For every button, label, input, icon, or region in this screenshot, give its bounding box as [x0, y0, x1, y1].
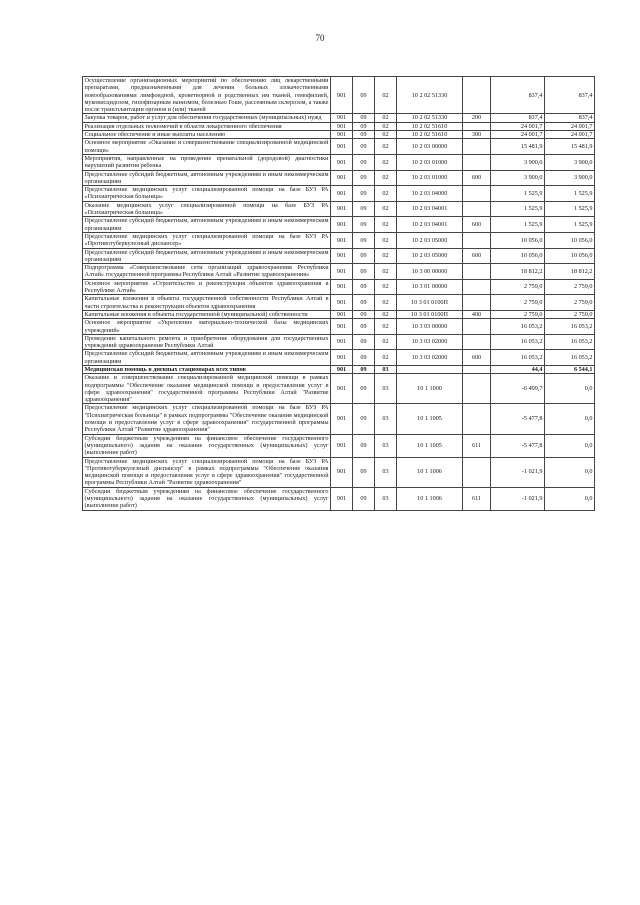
row-gr: 901 — [331, 404, 353, 434]
row-name: Основное мероприятие «Строительство и реконструкция объектов здравоохранения в Республике Алтай» — [84, 279, 329, 295]
row-gr: 901 — [331, 217, 353, 233]
table-row — [83, 77, 595, 114]
row-gr: 901 — [331, 434, 353, 457]
row-sum-2: 837,4 — [545, 114, 595, 122]
row-vr — [463, 154, 491, 170]
row-name: Оказание медицинских услуг специализированной помощи на базе БУЗ РА «Психиатрическая больница» — [84, 201, 329, 217]
row-vr — [463, 201, 491, 217]
row-rz: 09 — [353, 310, 375, 318]
table-row — [83, 295, 595, 311]
table-row — [83, 310, 595, 318]
row-cs: 10 1 1005 — [397, 404, 463, 434]
row-rz: 09 — [353, 334, 375, 350]
row-gr: 901 — [331, 114, 353, 122]
row-cs — [397, 365, 463, 373]
table-row — [83, 264, 595, 280]
row-vr — [463, 319, 491, 335]
row-rz: 09 — [353, 279, 375, 295]
row-sum-1: 18 812,2 — [491, 264, 545, 280]
row-vr: 600 — [463, 248, 491, 264]
row-sum-1: 16 053,2 — [491, 334, 545, 350]
row-rz: 09 — [353, 139, 375, 155]
row-gr: 901 — [331, 154, 353, 170]
row-gr: 901 — [331, 122, 353, 130]
row-name: Предоставление субсидий бюджетным, автономным учреждениям и иным некоммерческим организациям — [84, 248, 329, 263]
row-pr: 02 — [375, 279, 397, 295]
row-sum-1: -1 021,9 — [491, 457, 545, 487]
row-cs: 10 2 03 01000 — [397, 154, 463, 170]
row-cs: 10 3 01 00000 — [397, 279, 463, 295]
row-vr — [463, 295, 491, 311]
row-rz: 09 — [353, 295, 375, 311]
row-sum-1: 1 525,9 — [491, 186, 545, 202]
row-cs: 10 2 02 51330 — [397, 77, 463, 114]
row-vr — [463, 232, 491, 248]
row-cs: 10 1 1006 — [397, 487, 463, 510]
row-rz: 09 — [353, 248, 375, 264]
row-vr — [463, 186, 491, 202]
row-sum-1: 10 056,0 — [491, 248, 545, 264]
row-name: Реализация отдельных полномочий в области лекарственного обеспечения — [83, 122, 331, 130]
row-sum-1: -1 021,9 — [491, 487, 545, 510]
table-row — [83, 131, 595, 139]
row-rz: 09 — [353, 365, 375, 373]
row-gr: 901 — [331, 139, 353, 155]
row-vr — [463, 374, 491, 404]
row-gr: 901 — [331, 170, 353, 186]
row-vr — [463, 77, 491, 114]
row-vr — [463, 279, 491, 295]
row-name: Оказание и совершенствование специализированной медицинской помощи в рамках подпрограммы "Обеспечение оказания медицинской помощи и предоставления услуг в сфере здравоохранения" государственной программы Республики Алтай "Развитие здравоохранения" — [84, 374, 329, 404]
row-sum-2: 0,0 — [545, 374, 595, 404]
row-pr: 02 — [375, 201, 397, 217]
row-sum-1: 1 525,9 — [491, 217, 545, 233]
row-sum-1: 16 053,2 — [491, 319, 545, 335]
row-gr: 901 — [331, 487, 353, 510]
table-row — [83, 365, 595, 373]
row-pr: 03 — [375, 374, 397, 404]
row-rz: 09 — [353, 170, 375, 186]
row-vr — [463, 365, 491, 373]
row-vr — [463, 334, 491, 350]
row-gr: 901 — [331, 310, 353, 318]
row-gr: 901 — [331, 248, 353, 264]
row-vr: 600 — [463, 350, 491, 366]
row-name: Подпрограмма «Совершенствование сети организаций здравоохранения Республики Алтай» государственной программы Республики Алтай «Развитие здравоохранения» — [84, 264, 329, 279]
row-cs: 10 3 01 0100П — [397, 310, 463, 318]
row-name: Субсидии бюджетным учреждениям на финансовое обеспечение государственного (муниципального) задания на оказание государственных (муниципальных) услуг (выполнение работ) — [84, 487, 329, 510]
row-rz: 09 — [353, 350, 375, 366]
row-rz: 09 — [353, 434, 375, 457]
row-pr: 03 — [375, 404, 397, 434]
row-name: Осуществление организационных мероприятий по обеспечению лиц лекарственными препаратами, предназначенными для лечения больных злокачественными новообразованиями лимфоидной, кроветворной и родственных им тканей, гемофилией, муковисцидозом, гипофизарным нанизмом, болезнью Гоше, рассеянным склерозом, а также после трансплантации органов и (или) тканей — [84, 77, 329, 114]
row-sum-1: -6 499,7 — [491, 374, 545, 404]
row-cs: 10 3 03 02000 — [397, 334, 463, 350]
row-pr: 02 — [375, 319, 397, 335]
row-rz: 09 — [353, 186, 375, 202]
table-row — [83, 457, 595, 487]
row-sum-2: 16 053,2 — [545, 334, 595, 350]
row-sum-2: 18 812,2 — [545, 264, 595, 280]
row-pr: 02 — [375, 232, 397, 248]
table-row — [83, 319, 595, 335]
row-sum-1: 2 759,0 — [491, 279, 545, 295]
row-rz: 09 — [353, 232, 375, 248]
row-rz: 09 — [353, 374, 375, 404]
row-gr: 901 — [331, 457, 353, 487]
row-name: Капитальные вложения в объекты государственной (муниципальной) собственности — [83, 310, 331, 318]
row-vr — [463, 457, 491, 487]
row-cs: 10 1 1006 — [397, 457, 463, 487]
row-cs: 10 2 03 01000 — [397, 170, 463, 186]
row-cs: 10 3 00 00000 — [397, 264, 463, 280]
row-cs: 10 2 02 51610 — [397, 122, 463, 130]
row-cs: 10 2 03 05000 — [397, 232, 463, 248]
row-sum-1: 3 900,0 — [491, 154, 545, 170]
row-cs: 10 1 1000 — [397, 374, 463, 404]
row-name: Закупка товаров, работ и услуг для обеспечения государственных (муниципальных) нужд — [83, 114, 331, 122]
row-vr: 600 — [463, 217, 491, 233]
row-sum-2: 24 001,7 — [545, 131, 595, 139]
row-vr — [463, 139, 491, 155]
row-pr: 03 — [375, 434, 397, 457]
row-vr: 400 — [463, 310, 491, 318]
row-rz: 09 — [353, 217, 375, 233]
table-row — [83, 217, 595, 233]
row-sum-2: 24 001,7 — [545, 122, 595, 130]
row-vr: 611 — [463, 487, 491, 510]
row-name: Предоставление медицинских услуг специализированной помощи на базе БУЗ РА «Психиатрическая больница» — [84, 186, 329, 201]
table-row — [83, 170, 595, 186]
row-gr: 901 — [331, 295, 353, 311]
row-pr: 02 — [375, 114, 397, 122]
row-gr: 901 — [331, 350, 353, 366]
row-pr: 02 — [375, 170, 397, 186]
row-sum-2: 1 525,9 — [545, 186, 595, 202]
row-name: Социальное обеспечение и иные выплаты населению — [83, 131, 331, 139]
row-sum-1: 10 056,0 — [491, 232, 545, 248]
row-pr: 02 — [375, 77, 397, 114]
budget-table — [82, 76, 595, 511]
row-name: Капитальные вложения в объекты государственной собственности Республики Алтай в части строительства и реконструкции объектов здравоохранения — [84, 295, 329, 310]
page-number: 70 — [315, 33, 325, 43]
row-pr: 02 — [375, 186, 397, 202]
row-sum-1: 3 900,0 — [491, 170, 545, 186]
row-vr — [463, 404, 491, 434]
table-row — [83, 404, 595, 434]
row-sum-2: 837,4 — [545, 77, 595, 114]
row-sum-2: 10 056,0 — [545, 232, 595, 248]
table-row — [83, 114, 595, 122]
row-pr: 03 — [375, 487, 397, 510]
row-vr — [463, 264, 491, 280]
row-sum-1: 2 759,0 — [491, 310, 545, 318]
row-gr: 901 — [331, 131, 353, 139]
row-sum-2: 2 759,0 — [545, 279, 595, 295]
row-vr — [463, 122, 491, 130]
table-row — [83, 487, 595, 510]
row-cs: 10 2 03 04000 — [397, 186, 463, 202]
row-name: Субсидии бюджетным учреждениям на финансовое обеспечение государственного (муниципального) задания на оказание государственных (муниципальных) услуг (выполнение работ) — [84, 434, 329, 457]
row-gr: 901 — [331, 334, 353, 350]
row-rz: 09 — [353, 404, 375, 434]
row-pr: 02 — [375, 139, 397, 155]
row-sum-2: 1 525,9 — [545, 201, 595, 217]
row-gr: 901 — [331, 201, 353, 217]
row-pr: 02 — [375, 264, 397, 280]
row-rz: 09 — [353, 201, 375, 217]
row-gr: 901 — [331, 186, 353, 202]
row-sum-1: 16 053,2 — [491, 350, 545, 366]
row-cs: 10 2 03 04001 — [397, 217, 463, 233]
row-rz: 09 — [353, 264, 375, 280]
row-name: Основное мероприятие «Укрепление материально-технической базы медицинских учреждений» — [84, 319, 329, 334]
row-sum-2: 1 525,9 — [545, 217, 595, 233]
row-cs: 10 3 03 02000 — [397, 350, 463, 366]
row-pr: 03 — [375, 365, 397, 373]
row-sum-2: 0,0 — [545, 487, 595, 510]
row-cs: 10 2 03 05000 — [397, 248, 463, 264]
row-cs: 10 2 02 51330 — [397, 114, 463, 122]
row-vr: 300 — [463, 131, 491, 139]
row-rz: 09 — [353, 487, 375, 510]
row-cs: 10 3 03 00000 — [397, 319, 463, 335]
row-sum-2: 3 900,0 — [545, 170, 595, 186]
row-pr: 02 — [375, 295, 397, 311]
table-row — [83, 434, 595, 457]
row-sum-2: 10 056,0 — [545, 248, 595, 264]
row-rz: 09 — [353, 457, 375, 487]
table-row — [83, 201, 595, 217]
row-pr: 02 — [375, 350, 397, 366]
row-pr: 02 — [375, 154, 397, 170]
table-row — [83, 139, 595, 155]
row-cs: 10 2 03 04001 — [397, 201, 463, 217]
row-sum-1: 837,4 — [491, 114, 545, 122]
row-gr: 901 — [331, 374, 353, 404]
row-sum-2: 16 053,2 — [545, 319, 595, 335]
row-sum-2: 16 053,2 — [545, 350, 595, 366]
row-gr: 901 — [331, 319, 353, 335]
row-name: Проведение капитального ремонта и приобретение оборудования для государственных учреждений здравоохранения Республики Алтай — [84, 334, 329, 350]
row-cs: 10 3 01 0100П — [397, 295, 463, 311]
row-sum-1: 2 759,0 — [491, 295, 545, 311]
row-pr: 02 — [375, 310, 397, 318]
row-name: Основное мероприятие «Оказание и совершенствование специализированной медицинской помощи» — [84, 139, 329, 154]
table-body — [83, 77, 595, 511]
row-vr: 611 — [463, 434, 491, 457]
row-sum-1: 837,4 — [491, 77, 545, 114]
row-pr: 02 — [375, 334, 397, 350]
row-name: Предоставление субсидий бюджетным, автономным учреждениям и иным некоммерческим организациям — [84, 350, 329, 365]
row-sum-2: 0,0 — [545, 434, 595, 457]
row-sum-1: 15 481,9 — [491, 139, 545, 155]
row-rz: 09 — [353, 122, 375, 130]
row-sum-2: 2 759,0 — [545, 310, 595, 318]
row-rz: 09 — [353, 77, 375, 114]
row-name: Предоставление субсидий бюджетным, автономным учреждениям и иным некоммерческим организациям — [84, 170, 329, 185]
table-row — [83, 279, 595, 295]
row-pr: 02 — [375, 217, 397, 233]
row-name: Предоставление субсидий бюджетным, автономным учреждениям и иным некоммерческим организациям — [84, 217, 329, 232]
row-sum-1: 44,4 — [491, 365, 545, 373]
table-row — [83, 374, 595, 404]
row-name: Медицинская помощь в дневных стационарах всех типов — [83, 365, 331, 373]
row-vr: 600 — [463, 170, 491, 186]
row-sum-2: 3 900,0 — [545, 154, 595, 170]
row-sum-2: 6 544,1 — [545, 365, 595, 373]
row-name: Предоставление медицинских услуг специализированной помощи на базе БУЗ РА "Психиатрическая больница" в рамках подпрограммы "Обеспечение оказания медицинской помощи и предоставления услуг в сфере здравоохранения" государственной программы Республики Алтай "Развитие здравоохранения" — [84, 404, 329, 434]
row-gr: 901 — [331, 279, 353, 295]
row-cs: 10 2 03 00000 — [397, 139, 463, 155]
row-name: Мероприятия, направленные на проведение пренатальной (дородовой) диагностики нарушений развития ребенка — [84, 154, 329, 170]
row-sum-1: 24 001,7 — [491, 131, 545, 139]
table-row — [83, 334, 595, 350]
row-gr: 901 — [331, 365, 353, 373]
row-pr: 02 — [375, 248, 397, 264]
table-row — [83, 232, 595, 248]
row-sum-1: -5 477,8 — [491, 404, 545, 434]
table-row — [83, 186, 595, 202]
row-cs: 10 1 1005 — [397, 434, 463, 457]
row-sum-1: 24 001,7 — [491, 122, 545, 130]
table-row — [83, 154, 595, 170]
row-sum-2: 2 759,0 — [545, 295, 595, 311]
row-name: Предоставление медицинских услуг специализированной помощи на базе БУЗ РА «Противотуберкулезный диспансер» — [84, 232, 329, 248]
row-sum-1: -5 477,8 — [491, 434, 545, 457]
row-pr: 02 — [375, 131, 397, 139]
row-rz: 09 — [353, 154, 375, 170]
row-cs: 10 2 02 51610 — [397, 131, 463, 139]
row-gr: 901 — [331, 232, 353, 248]
row-sum-2: 15 481,9 — [545, 139, 595, 155]
row-pr: 02 — [375, 122, 397, 130]
row-rz: 09 — [353, 319, 375, 335]
row-sum-2: 0,0 — [545, 404, 595, 434]
table-row — [83, 248, 595, 264]
row-sum-2: 0,0 — [545, 457, 595, 487]
row-pr: 03 — [375, 457, 397, 487]
row-name: Предоставление медицинских услуг специализированной помощи на базе БУЗ РА "Противотуберкулезный диспансер" в рамках подпрограммы "Обеспечение оказания медицинской помощи и предоставления услуг в сфере здравоохранения" государственной программы Республики Алтай "Развитие здравоохранения" — [84, 457, 329, 487]
row-vr: 200 — [463, 114, 491, 122]
row-rz: 09 — [353, 114, 375, 122]
table-row — [83, 122, 595, 130]
row-gr: 901 — [331, 77, 353, 114]
row-sum-1: 1 525,9 — [491, 201, 545, 217]
table-row — [83, 350, 595, 366]
row-gr: 901 — [331, 264, 353, 280]
row-rz: 09 — [353, 131, 375, 139]
